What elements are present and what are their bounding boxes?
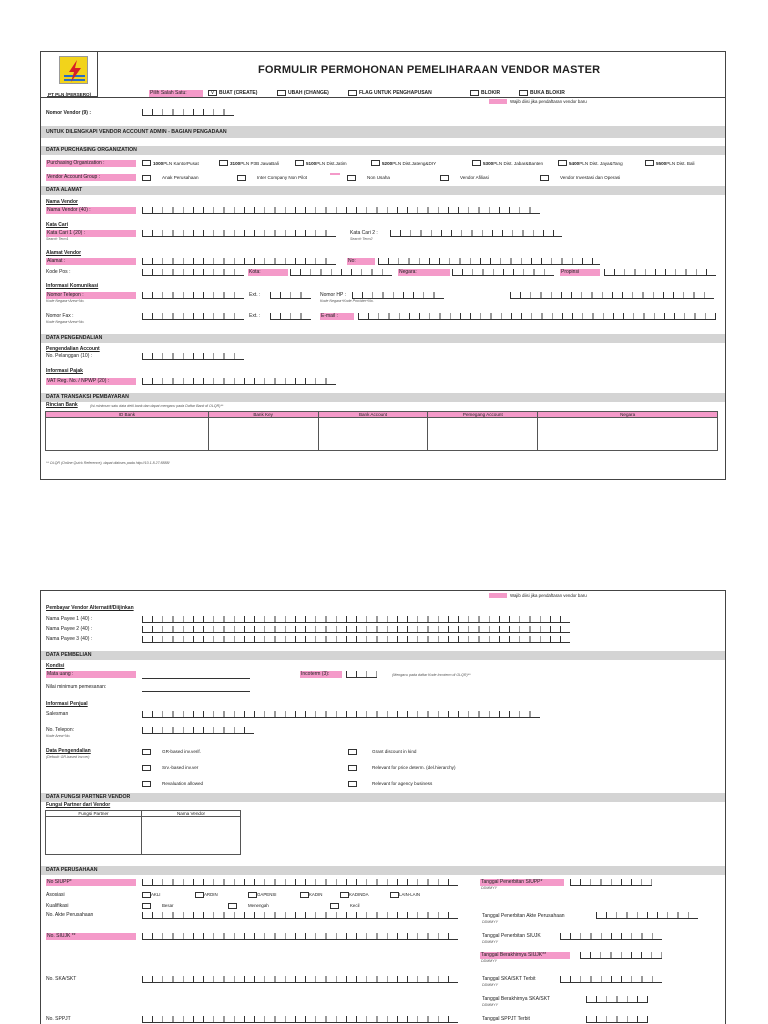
porg-name: PLN Dist. Jaya&Tang xyxy=(579,161,623,166)
asosiasi-option-label: ARDIN xyxy=(204,892,218,897)
kota-input[interactable] xyxy=(290,269,392,276)
nama-vendor-heading: Nama Vendor xyxy=(46,199,78,205)
bank-cell[interactable] xyxy=(46,418,209,451)
option-create-label: BUAT (CREATE) xyxy=(219,90,258,96)
payee-label: Nama Payee 3 (40) : xyxy=(46,636,93,642)
tgl-ska-input[interactable] xyxy=(560,976,662,983)
peng-option-label: Grant discount in kind xyxy=(372,749,417,754)
bank-table-row[interactable] xyxy=(46,418,718,451)
tgl-akhir-siujk-input[interactable] xyxy=(580,952,662,959)
admin-header: UNTUK DILENGKAPI VENDOR ACCOUNT ADMIN - BAGIAN PENGADAAN xyxy=(41,126,725,138)
porg-name: PLN Dist.Jatim xyxy=(316,161,347,166)
no-telepon-label: No. Telepon: xyxy=(46,727,74,733)
salesman-input[interactable] xyxy=(142,711,540,718)
vag-label: Vendor Account Group : xyxy=(46,174,136,181)
default-note: (Default: GR-based inv.ver) xyxy=(46,755,90,759)
nomor-vendor-label: Nomor Vendor (9) : xyxy=(46,110,92,116)
asosiasi-checkbox[interactable] xyxy=(390,892,399,898)
info-pajak-heading: Informasi Pajak xyxy=(46,368,83,374)
wajib-legend-note-2: Wajib diisi jika pendaftaran vendor baru xyxy=(510,593,587,598)
kualifikasi-checkbox[interactable] xyxy=(330,903,339,909)
lightning-icon xyxy=(60,57,89,85)
tgl-akhir-ska-input[interactable] xyxy=(586,996,648,1003)
vag-checkbox[interactable] xyxy=(237,175,246,181)
payee-label: Nama Payee 2 (40) : xyxy=(46,626,93,632)
asosiasi-checkbox[interactable] xyxy=(195,892,204,898)
kata-cari1-label: Kata Cari 1 (20) : xyxy=(46,230,136,237)
data-porg-header: DATA PURCHASING ORGANIZATION xyxy=(41,146,725,155)
fungsi-col-nama: Nama Vendor xyxy=(142,811,241,817)
porg-code: 5300 xyxy=(483,161,494,166)
asosiasi-option-label: KADIN xyxy=(309,892,323,897)
porg-checkbox[interactable] xyxy=(371,160,380,166)
porg-code: 5200 xyxy=(382,161,393,166)
peng-option-label: GR-based inv.verif. xyxy=(162,749,201,754)
peng-checkbox[interactable] xyxy=(348,749,357,755)
nomor-telepon-label: Nomor Telepon : xyxy=(46,292,136,299)
vag-checkbox[interactable] xyxy=(142,175,151,181)
no-siujk-input[interactable] xyxy=(142,933,458,940)
porg-checkbox[interactable] xyxy=(645,160,654,166)
data-fungsi-header: DATA FUNGSI PARTNER VENDOR xyxy=(41,793,725,802)
peng-checkbox[interactable] xyxy=(142,781,151,787)
porg-code: 5400 xyxy=(569,161,580,166)
nomor-fax-label: Nomor Fax : xyxy=(46,313,74,319)
search-term1-hint: Search Term1 xyxy=(46,237,69,241)
bank-cell[interactable] xyxy=(208,418,318,451)
data-peng-heading: Data Pengendalian xyxy=(46,748,91,754)
data-pengendalian-header: DATA PENGENDALIAN xyxy=(41,334,725,343)
peng-checkbox[interactable] xyxy=(348,781,357,787)
no-siupp-label: No SIUPP* xyxy=(46,879,136,886)
data-perusahaan-header: DATA PERUSAHAAN xyxy=(41,866,725,875)
email-input[interactable] xyxy=(358,313,716,320)
ddmmyy-hint-1: DDMMYY xyxy=(481,886,497,890)
nomor-hp-input-b[interactable] xyxy=(510,292,714,299)
asosiasi-checkbox[interactable] xyxy=(248,892,257,898)
porg-name: PLN Dist. Jabar&Banten xyxy=(493,161,544,166)
pilih-salah-satu-label: Pilih Salah Satu: xyxy=(149,90,203,97)
vag-option-label: Inter Company Non Pilot xyxy=(257,175,308,180)
ext1-input[interactable] xyxy=(270,292,311,299)
porg-option-label xyxy=(483,160,543,167)
peng-checkbox[interactable] xyxy=(348,765,357,771)
option-create-checkbox[interactable]: v xyxy=(208,90,217,96)
company-name: PT PLN (PERSERO) xyxy=(48,92,92,97)
vag-option-label: Anak Perusahaan xyxy=(162,175,199,180)
tgl-siupp-input[interactable] xyxy=(570,879,652,886)
alamat-input[interactable] xyxy=(142,258,336,265)
porg-name: PLN P3B JawaBali xyxy=(240,161,279,166)
vag-option-label: Vendor Afiliasi xyxy=(460,175,489,180)
nomor-hp-label: Nomor HP : xyxy=(320,292,347,298)
data-pembelian-header: DATA PEMBELIAN xyxy=(41,651,725,660)
tgl-siupp-label: Tanggal Penerbitan SIUPP* xyxy=(480,879,564,886)
vag-checkbox[interactable] xyxy=(347,175,356,181)
no-telepon-input[interactable] xyxy=(142,727,254,734)
porg-code: 5100 xyxy=(306,161,317,166)
bank-col-header: ID Bank xyxy=(46,412,209,418)
payee-input[interactable] xyxy=(142,616,570,623)
payee-label: Nama Payee 1 (40) : xyxy=(46,616,93,622)
tgl-sppjt-input[interactable] xyxy=(586,1016,648,1023)
asosiasi-checkbox[interactable] xyxy=(142,892,151,898)
vag-pink-mark xyxy=(330,173,340,175)
porg-option-label xyxy=(306,160,347,167)
ddmmyy-hint-6: DDMMYY xyxy=(482,1003,498,1007)
porg-option-label xyxy=(153,160,199,167)
porg-code: 5500 xyxy=(656,161,667,166)
nomor-telepon-input[interactable] xyxy=(142,292,244,299)
fungsi-table xyxy=(45,810,241,855)
kode-pos-input[interactable] xyxy=(142,269,244,276)
bank-cell[interactable] xyxy=(428,418,538,451)
bank-col-header: Bank Key xyxy=(208,412,318,418)
no-sppjt-input[interactable] xyxy=(142,1016,458,1023)
bank-col-header: Pemegang Account xyxy=(428,412,538,418)
no-siujk-label: No. SIUJK ** xyxy=(46,933,136,940)
wajib-legend-swatch xyxy=(489,99,507,104)
ext1-label: Ext. : xyxy=(249,292,261,298)
no-akte-input[interactable] xyxy=(142,912,458,919)
kode-area-hint: Kode Area+No. xyxy=(46,734,71,738)
salesman-label: Salesman xyxy=(46,711,69,717)
fungsi-table-row[interactable] xyxy=(46,817,241,855)
payee-input[interactable] xyxy=(142,626,570,633)
pln-logo xyxy=(59,56,88,84)
peng-option-label: Relevant for agency business xyxy=(372,781,433,786)
kualifikasi-option-label: Kecil xyxy=(350,903,360,908)
incoterm-input[interactable] xyxy=(346,671,377,678)
asosiasi-label: Asosiasi xyxy=(46,892,65,898)
porg-option-label xyxy=(569,160,623,167)
wajib-legend-note: Wajib diisi jika pendaftaran vendor baru xyxy=(510,99,587,104)
tgl-akhir-ska-label: Tanggal Berakhirnya SKA/SKT xyxy=(482,996,551,1002)
payee-input[interactable] xyxy=(142,636,570,643)
incoterm-note: (Mengacu pada daftar Kode Incoterm di OLQR)** xyxy=(392,673,471,677)
porg-checkbox[interactable] xyxy=(472,160,481,166)
search-term2-hint: Search Term2 xyxy=(350,237,373,241)
asosiasi-option-label: LAIN-LAIN xyxy=(399,892,420,897)
tgl-sppjt-label: Tanggal SPPJT Terbit xyxy=(482,1016,530,1022)
option-flag-checkbox[interactable] xyxy=(348,90,357,96)
kata-cari2-input[interactable] xyxy=(390,230,562,237)
pembayar-heading: Pembayar Vendor Alternatif/Diijinkan xyxy=(46,605,134,611)
data-transaksi-header: DATA TRANSAKSI PEMBAYARAN xyxy=(41,393,725,402)
nilai-min-label: Nilai minimum pemesanan: xyxy=(46,684,107,690)
nomor-vendor-input[interactable] xyxy=(142,109,234,116)
fungsi-col-partner: Fungsi Partner xyxy=(46,811,142,817)
bank-cell[interactable] xyxy=(538,418,718,451)
option-blokir-checkbox[interactable] xyxy=(470,90,479,96)
rincian-bank-heading: Rincian Bank xyxy=(46,402,78,408)
fungsi-nama-cell[interactable] xyxy=(142,817,241,855)
no-pelanggan-input[interactable] xyxy=(142,353,244,360)
option-change-label: UBAH (CHANGE) xyxy=(288,90,329,96)
porg-code: 3100 xyxy=(230,161,241,166)
vat-reg-input[interactable] xyxy=(142,378,336,385)
porg-checkbox[interactable] xyxy=(142,160,151,166)
wajib-legend-swatch-2 xyxy=(489,593,507,598)
peng-option-label: Relevant for price determ. (del.hierarchy) xyxy=(372,765,456,770)
propinsi-input[interactable] xyxy=(604,269,716,276)
asosiasi-checkbox[interactable] xyxy=(300,892,309,898)
asosiasi-checkbox[interactable] xyxy=(340,892,349,898)
kode-provider-hint: Kode Negara+Kode Provider+No. xyxy=(320,299,374,303)
kualifikasi-option-label: Menengah xyxy=(248,903,269,908)
asosiasi-option-label: AKLI xyxy=(151,892,161,897)
tgl-siujk-input[interactable] xyxy=(560,933,662,940)
no-pelanggan-label: No. Pelanggan (10) : xyxy=(46,353,93,359)
kode-negara1-hint: Kode Negara+Area+No. xyxy=(46,299,85,303)
nama-vendor-input[interactable] xyxy=(142,207,540,214)
kondisi-heading: Kondisi xyxy=(46,663,65,669)
no-akte-label: No. Akte Perusahaan xyxy=(46,912,94,918)
kata-cari1-input[interactable] xyxy=(142,230,336,237)
vag-checkbox[interactable] xyxy=(440,175,449,181)
porg-label: Purchasing Organization : xyxy=(46,160,136,167)
no-siupp-input[interactable] xyxy=(142,879,458,886)
nama-vendor-label: Nama Vendor (40) : xyxy=(46,207,136,214)
bank-cell[interactable] xyxy=(318,418,428,451)
incoterm-label: Incoterm (3): xyxy=(300,671,342,678)
porg-option-label xyxy=(656,160,695,167)
vat-reg-label: VAT Reg. No. / NPWP (20) : xyxy=(46,378,136,385)
option-buka-blokir-label: BUKA BLOKIR xyxy=(530,90,565,96)
porg-name: PLN Dist. Bali xyxy=(666,161,695,166)
no-sppjt-label: No. SPPJT xyxy=(46,1016,71,1022)
vag-option-label: Non Usaha xyxy=(367,175,390,180)
option-blokir-label: BLOKIR xyxy=(481,90,501,96)
kode-negara2-hint: Kode Negara+Area+No. xyxy=(46,320,85,324)
bank-table xyxy=(45,411,718,451)
kata-cari2-label: Kata Cari 2 : xyxy=(350,230,378,236)
alamat-label: Alamat : xyxy=(46,258,136,265)
no-label: No: xyxy=(347,258,375,265)
porg-checkbox[interactable] xyxy=(558,160,567,166)
ext2-label: Ext. : xyxy=(249,313,261,319)
asosiasi-option-label: KADINDA xyxy=(349,892,369,897)
tgl-akte-input[interactable] xyxy=(596,912,698,919)
option-buka-blokir-checkbox[interactable] xyxy=(519,90,528,96)
kode-pos-label: Kode Pos : xyxy=(46,269,71,275)
olqr-footnote: ** OLQR (Online Quick Reference), dapat diakses pada http://10.1.8.27:8888/ xyxy=(46,461,170,465)
bank-col-header: Negara xyxy=(538,412,718,418)
data-alamat-header: DATA ALAMAT xyxy=(41,186,725,195)
porg-option-label xyxy=(230,160,279,167)
ddmmyy-hint-3: DDMMYY xyxy=(482,940,498,944)
info-kom-heading: Informasi Komunikasi xyxy=(46,283,99,289)
rincian-note: (Isi minimum satu data detil bank dan dapat mengacu pada Daftar Bank di OLQR)** xyxy=(90,404,224,408)
peng-checkbox[interactable] xyxy=(142,749,151,755)
propinsi-label: Propinsi xyxy=(560,269,600,276)
porg-checkbox[interactable] xyxy=(219,160,228,166)
bank-col-header: Bank Account xyxy=(318,412,428,418)
kualifikasi-option-label: Besar xyxy=(162,903,174,908)
tgl-ska-label: Tanggal SKA/SKT Terbit xyxy=(482,976,536,982)
mata-uang-input[interactable] xyxy=(142,673,250,679)
peng-option-label: Srv.-based inv.ver xyxy=(162,765,199,770)
fungsi-heading: Fungsi Partner dari Vendor xyxy=(46,802,111,808)
asosiasi-option-label: GAPENSI xyxy=(257,892,277,897)
option-flag-label: FLAG UNTUK PENGHAPUSAN xyxy=(359,90,432,96)
email-label: E-mail : xyxy=(320,313,354,320)
nomor-fax-input[interactable] xyxy=(142,313,244,320)
nilai-min-input[interactable] xyxy=(142,686,250,692)
negara-input[interactable] xyxy=(452,269,554,276)
kota-label: Kota: xyxy=(248,269,288,276)
kualifikasi-label: Kualifikasi xyxy=(46,903,69,909)
option-change-checkbox[interactable] xyxy=(277,90,286,96)
porg-option-label xyxy=(382,160,436,167)
alamat-vendor-heading: Alamat Vendor xyxy=(46,250,82,256)
form-title: FORMULIR PERMOHONAN PEMELIHARAAN VENDOR MASTER xyxy=(258,64,601,76)
ddmmyy-hint-4: DDMMYY xyxy=(481,959,497,963)
porg-name: PLN KantorPusat xyxy=(163,161,199,166)
fungsi-partner-cell[interactable] xyxy=(46,817,142,855)
porg-name: PLN Dist.Jateng&DIY xyxy=(392,161,437,166)
vag-checkbox[interactable] xyxy=(540,175,549,181)
tgl-siujk-label: Tanggal Penerbitan SIUJK xyxy=(482,933,541,939)
info-penjual-heading: Informasi Penjual xyxy=(46,701,88,707)
tgl-akte-label: Tanggal Penerbitan Akte Perusahaan xyxy=(482,913,565,919)
mata-uang-label: Mata uang : xyxy=(46,671,136,678)
ddmmyy-hint-2: DDMMYY xyxy=(482,920,498,924)
tgl-akhir-siujk-label: Tanggal Berakhirnya SIUJK** xyxy=(480,952,570,959)
nomor-hp-input-a[interactable] xyxy=(352,292,444,299)
vag-option-label: Vendor Investasi dan Operasi xyxy=(560,175,621,180)
porg-code: 1000 xyxy=(153,161,164,166)
no-ska-label: No. SKA/SKT xyxy=(46,976,77,982)
peng-option-label: Revaluation allowed xyxy=(162,781,204,786)
peng-account-heading: Pengendalian Account xyxy=(46,346,100,352)
ddmmyy-hint-5: DDMMYY xyxy=(482,983,498,987)
no-input[interactable] xyxy=(378,258,600,265)
porg-checkbox[interactable] xyxy=(295,160,304,166)
ext2-input[interactable] xyxy=(270,313,311,320)
peng-checkbox[interactable] xyxy=(142,765,151,771)
kualifikasi-checkbox[interactable] xyxy=(142,903,151,909)
kata-cari-heading: Kata Cari xyxy=(46,222,68,228)
negara-label: Negara: xyxy=(398,269,450,276)
no-ska-input[interactable] xyxy=(142,976,458,983)
kualifikasi-checkbox[interactable] xyxy=(228,903,237,909)
